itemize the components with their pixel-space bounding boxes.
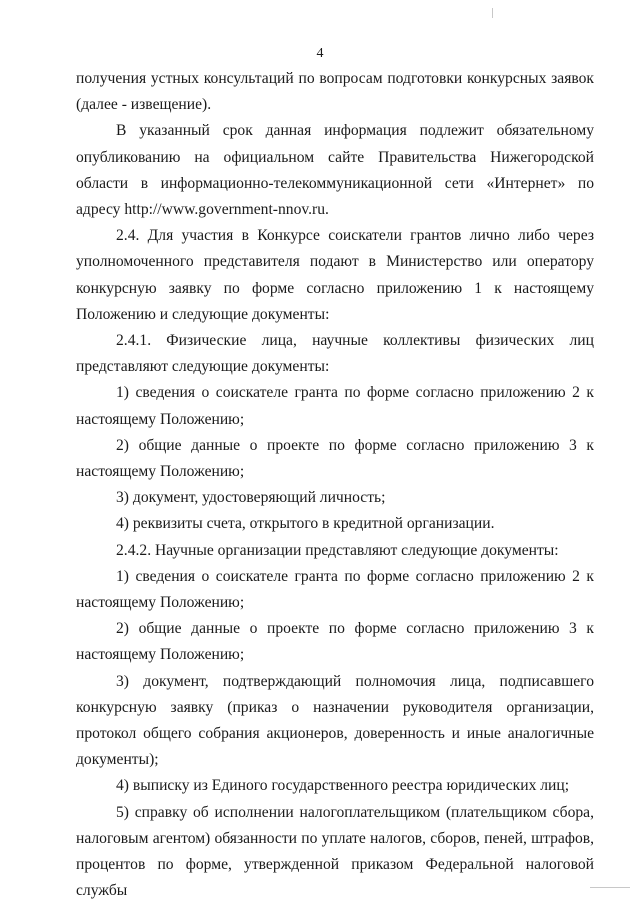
paragraph-7: 3) документ, удостоверяющий личность; (116, 489, 386, 507)
paragraph-13: 4) выписку из Единого государственного реестра юридических лиц; (116, 777, 570, 795)
paragraph-9: 2.4.2. Научные организации представляют следующие документы: (116, 541, 559, 559)
scan-edge-mark-bottom (590, 887, 630, 888)
page-number: 4 (316, 46, 324, 61)
paragraph-8: 4) реквизиты счета, открытого в кредитной организации. (116, 515, 495, 533)
paragraph-10: 1) сведения о соискателе гранта по форме согласно приложению 2 к настоящему Положению; (76, 567, 594, 612)
document-body (76, 66, 594, 905)
paragraph-4: 2.4.1. Физические лица, научные коллективы физических лиц представляют следующие документы: (76, 332, 594, 376)
paragraph-3: 2.4. Для участия в Конкурсе соискатели грантов лично либо через уполномоченного представителя подают в Министерство или оператору конкурсную заявку по форме согласно приложению 1 к настоящему Положению и следующие документы: (76, 227, 594, 323)
paragraph-2: В указанный срок данная информация подлежит обязательному опубликованию на официальном сайте Правительства Нижегородской области в информационно-телекоммуникационной сети «Интернет» по адресу http://www.government-nnov.ru. (76, 122, 594, 219)
paragraph-14: 5) справку об исполнении налогоплательщиком (плательщиком сбора, налоговым агентом) обязанности по уплате налогов, сборов, пеней, штрафов, процентов по форме, утвержденной приказом Федеральной налоговой службы (76, 803, 594, 900)
paragraph-12: 3) документ, подтверждающий полномочия лица, подписавшего конкурсную заявку (приказ о назначении руководителя организации, протокол общего собрания акционеров, доверенность и иные аналогичные документы); (76, 672, 594, 769)
paragraph-11: 2) общие данные о проекте по форме согласно приложению 3 к настоящему Положению; (76, 620, 594, 664)
scan-edge-mark-top (492, 8, 493, 18)
paragraph-5: 1) сведения о соискателе гранта по форме согласно приложению 2 к настоящему Положению; (76, 384, 594, 428)
paragraph-1: получения устных консультаций по вопросам подготовки конкурсных заявок (далее - извещение). (76, 70, 594, 114)
paragraph-6: 2) общие данные о проекте по форме согласно приложению 3 к настоящему Положению; (76, 436, 594, 481)
